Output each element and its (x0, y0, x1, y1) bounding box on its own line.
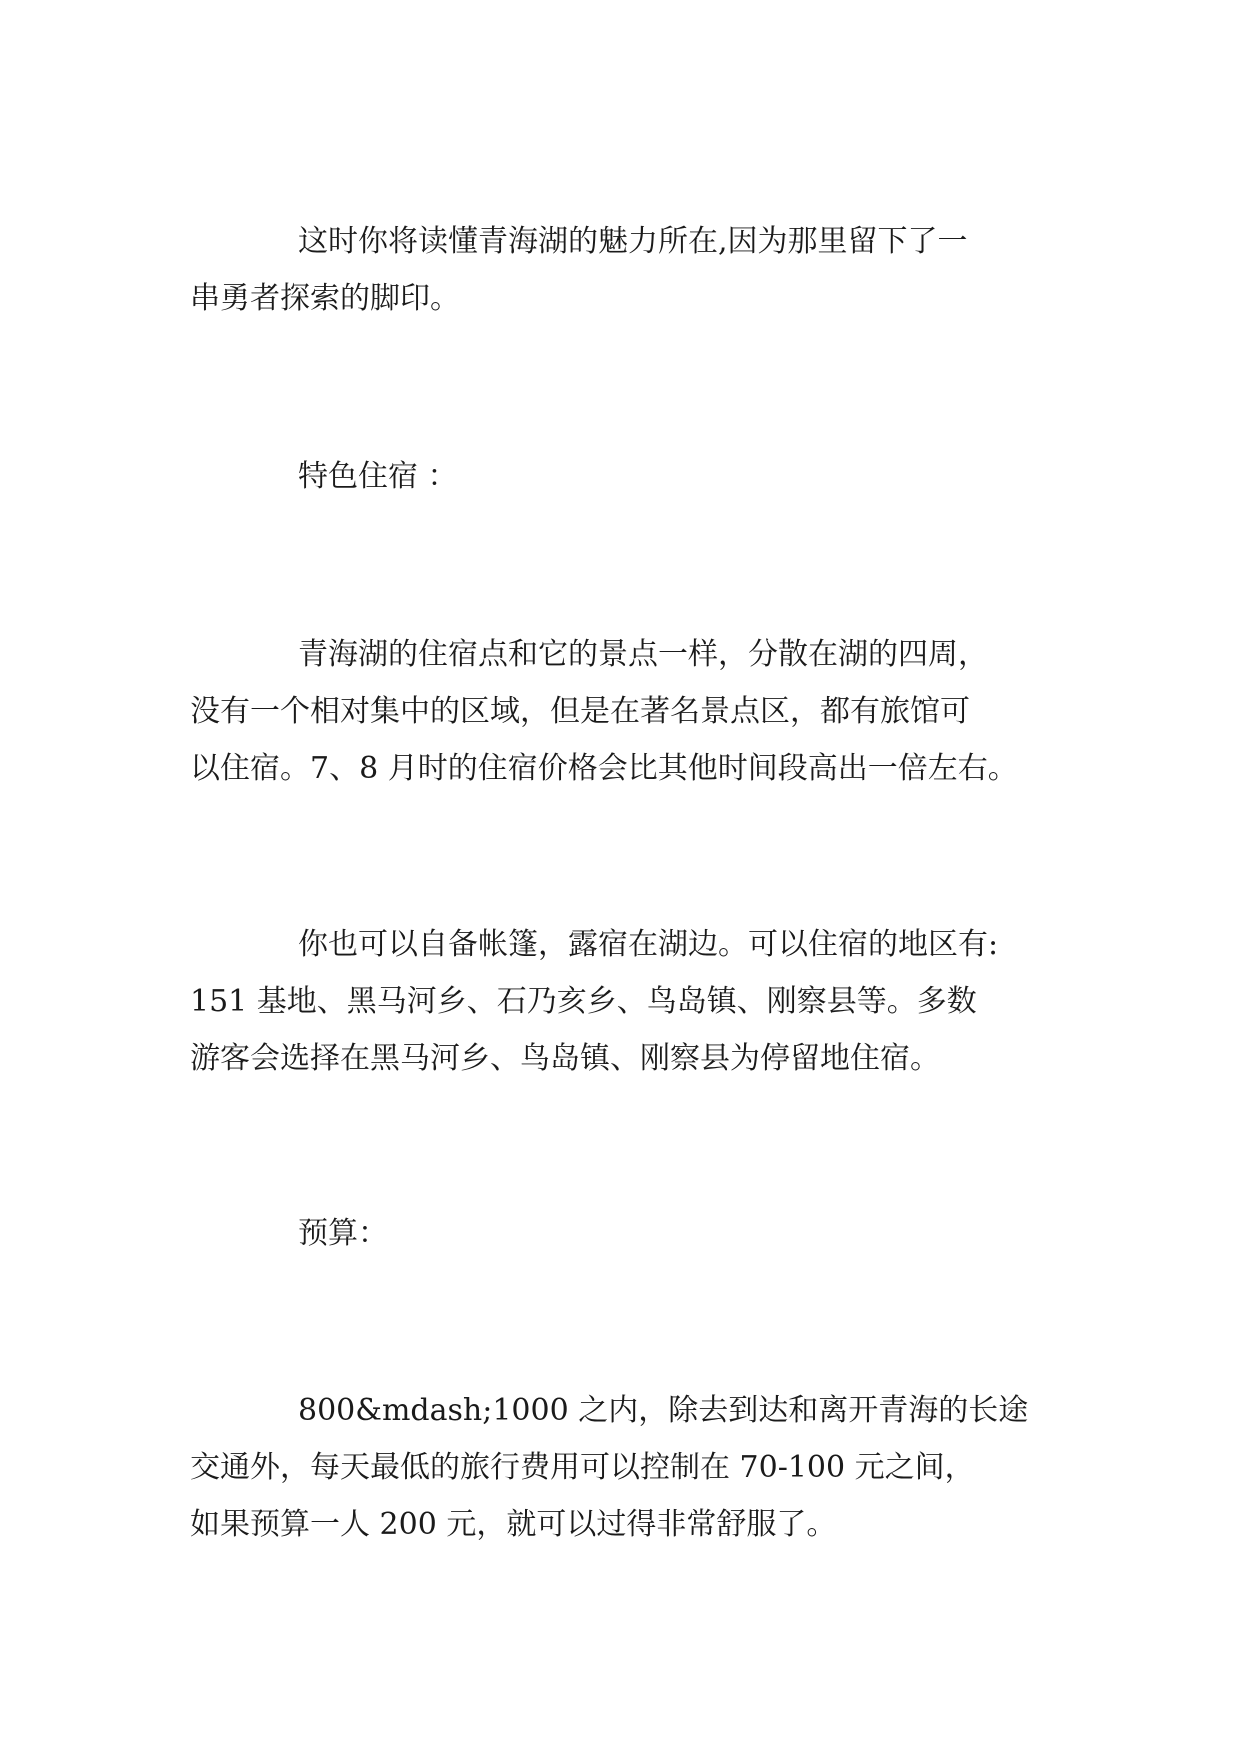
paragraph-line: 青海湖的住宿点和它的景点一样，分散在湖的四周， (298, 637, 988, 672)
paragraph-line: 800&mdash;1000 之内，除去到达和离开青海的长途 (298, 1393, 1029, 1428)
heading-accommodation (190, 448, 1060, 505)
paragraph-line: 交通外，每天最低的旅行费用可以控制在 70-100 元之间， (190, 1450, 975, 1485)
section-heading: 预算： (298, 1216, 388, 1251)
paragraph-accommodation-overview (190, 626, 1060, 797)
paragraph-line: 你也可以自备帐篷，露宿在湖边。可以住宿的地区有: (298, 927, 999, 962)
paragraph-intro-conclusion (190, 213, 1060, 327)
paragraph-line: 串勇者探索的脚印。 (190, 281, 460, 316)
paragraph-line: 没有一个相对集中的区域，但是在著名景点区，都有旅馆可 (190, 694, 970, 729)
paragraph-line: 这时你将读懂青海湖的魅力所在,因为那里留下了一 (298, 224, 968, 259)
paragraph-line: 151 基地、黑马河乡、石乃亥乡、鸟岛镇、刚察县等。多数 (190, 984, 977, 1019)
heading-budget (190, 1205, 1060, 1262)
paragraph-camping (190, 916, 1060, 1087)
paragraph-line: 如果预算一人 200 元，就可以过得非常舒服了。 (190, 1507, 837, 1542)
paragraph-budget (190, 1382, 1060, 1553)
section-heading: 特色住宿 ： (298, 459, 458, 494)
paragraph-line: 游客会选择在黑马河乡、鸟岛镇、刚察县为停留地住宿。 (190, 1041, 940, 1076)
paragraph-line: 以住宿。7、8 月时的住宿价格会比其他时间段高出一倍左右。 (190, 751, 1018, 786)
